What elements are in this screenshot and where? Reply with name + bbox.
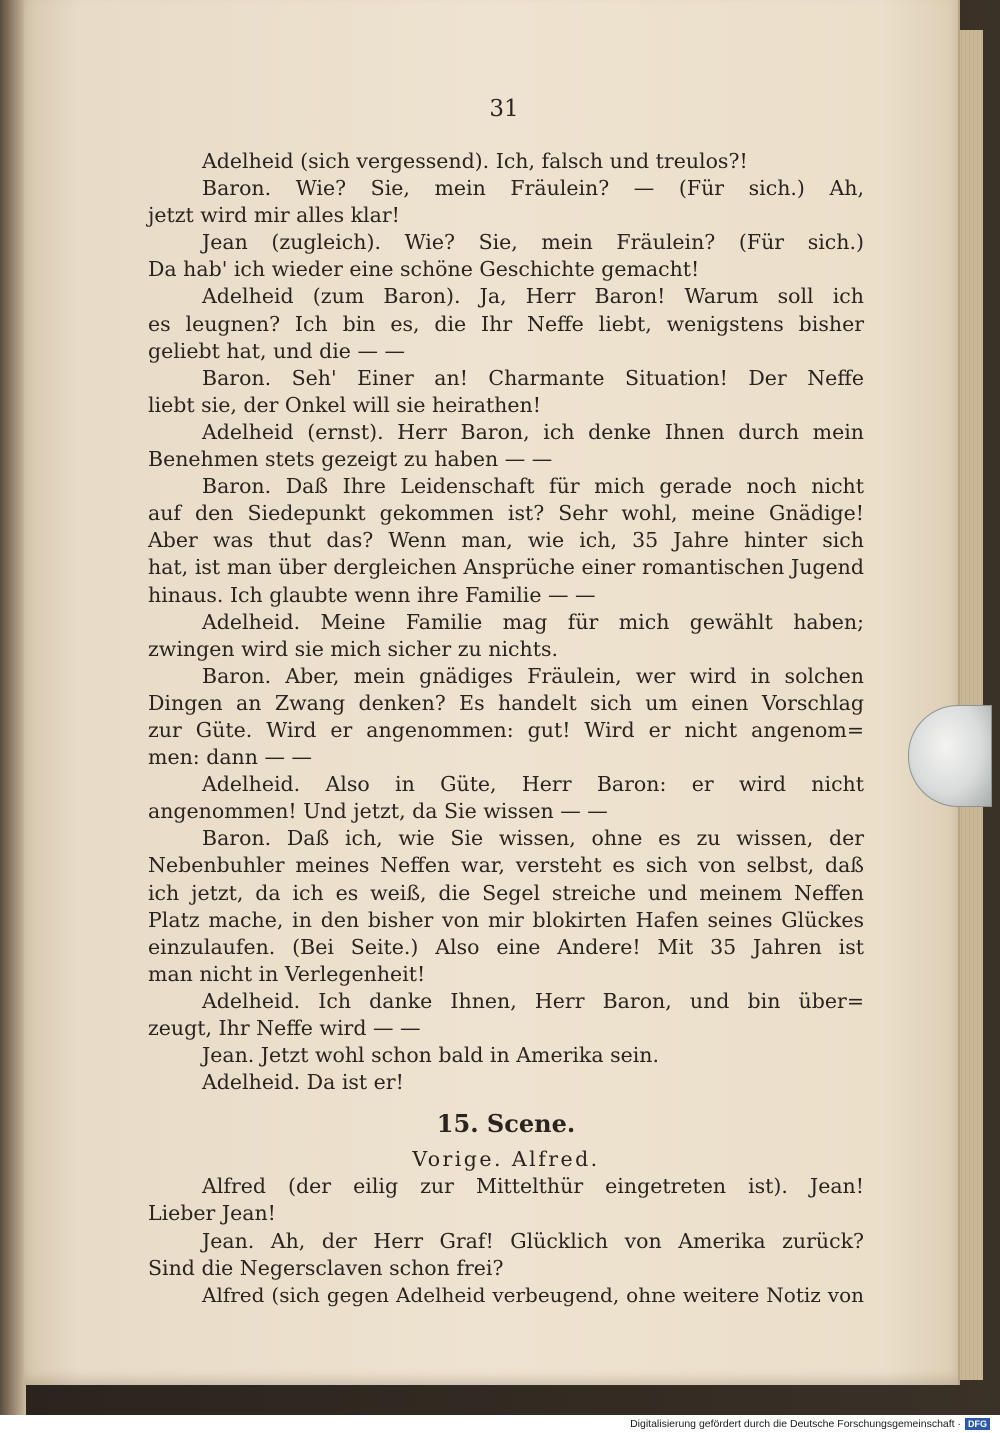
text-line: hat, ist man über dergleichen Ansprüche einer romantischen Jugend — [148, 555, 864, 580]
text-line: Lieber Jean! — [148, 1201, 276, 1226]
text-line: ich jetzt, da ich es weiß, die Segel streiche und meinem Neffen — [148, 880, 864, 905]
text-line: einzulaufen. (Bei Seite.) Also eine Andere! Mit 35 Jahren ist — [148, 934, 864, 959]
text-line: men: dann — — — [148, 745, 312, 770]
text-line: geliebt hat, und die — — — [148, 338, 405, 363]
text-line: Benehmen stets gezeigt zu haben — — — [148, 447, 553, 472]
text-line: Adelheid (zum Baron). Ja, Herr Baron! Warum soll ich — [202, 284, 864, 309]
scene-heading: 15. Scene. — [436, 1109, 576, 1139]
text-line: man nicht in Verlegenheit! — [148, 961, 426, 986]
text-line: Jean (zugleich). Wie? Sie, mein Fräulein? (Für sich.) — [202, 230, 864, 255]
text-line: Nebenbuhler meines Neffen war, versteht es sich von selbst, daß — [148, 853, 864, 878]
text-line: es leugnen? Ich bin es, die Ihr Neffe liebt, wenigstens bisher — [148, 311, 864, 336]
text-line: jetzt wird mir alles klar! — [148, 203, 400, 228]
text-line: Baron. Wie? Sie, mein Fräulein? — (Für sich.) Ah, — [202, 176, 864, 201]
text-line: Adelheid (sich vergessend). Ich, falsch und treulos?! — [202, 149, 748, 173]
text-line: Adelheid. Also in Güte, Herr Baron: er wird nicht — [202, 772, 864, 797]
text-line: Jean. Jetzt wohl schon bald in Amerika sein. — [202, 1043, 660, 1068]
text-line: Adelheid. Da ist er! — [202, 1070, 404, 1095]
text-line: Alfred (sich gegen Adelheid verbeugend, ohne weitere Notiz von — [202, 1282, 864, 1307]
scene-characters: Vorige. Alfred. — [412, 1147, 600, 1172]
text-line: Dingen an Zwang denken? Es handelt sich um einen Vorschlag — [148, 690, 864, 715]
book-page — [24, 0, 960, 1385]
dfg-logo: DFG — [965, 1418, 990, 1430]
text-line: zeugt, Ihr Neffe wird — — — [148, 1016, 421, 1040]
text-line: zur Güte. Wird er angenommen: gut! Wird er nicht angenom= — [148, 717, 864, 742]
text-line: Aber was thut das? Wenn man, wie ich, 35 Jahre hinter sich — [148, 528, 864, 553]
text-line: Baron. Daß ich, wie Sie wissen, ohne es zu wissen, der — [202, 826, 864, 851]
text-line: Baron. Seh' Einer an! Charmante Situation! Der Neffe — [202, 365, 864, 390]
footer-credit: Digitalisierung gefördert durch die Deutsche Forschungsgemeinschaft · — [630, 1418, 961, 1430]
page-number: 31 — [489, 96, 519, 122]
text-line: Alfred (der eilig zur Mittelthür eingetreten ist). Jean! — [202, 1174, 864, 1199]
page-text — [148, 148, 864, 1309]
text-line: hinaus. Ich glaubte wenn ihre Familie — — — [148, 582, 596, 607]
text-line: Adelheid. Ich danke Ihnen, Herr Baron, und bin über= — [202, 988, 864, 1013]
text-line: liebt sie, der Onkel will sie heirathen! — [148, 392, 541, 417]
text-line: Da hab' ich wieder eine schöne Geschichte gemacht! — [148, 257, 700, 282]
text-line: zwingen wird sie mich sicher zu nichts. — [148, 636, 558, 661]
text-line: auf den Siedepunkt gekommen ist? Sehr wohl, meine Gnädige! — [148, 501, 864, 526]
text-line: angenommen! Und jetzt, da Sie wissen — — — [148, 799, 608, 824]
text-line: Baron. Daß Ihre Leidenschaft für mich gerade noch nicht — [202, 474, 864, 499]
text-line: Adelheid (ernst). Herr Baron, ich denke Ihnen durch mein — [202, 419, 864, 444]
text-line: Sind die Negersclaven schon frei? — [148, 1255, 504, 1280]
text-line: Adelheid. Meine Familie mag für mich gewählt haben; — [202, 609, 864, 634]
footer-bar — [0, 1415, 1000, 1433]
text-line: Platz mache, in den bisher von mir blokirten Hafen seines Glückes — [148, 907, 864, 932]
text-line: Baron. Aber, mein gnädiges Fräulein, wer wird in solchen — [202, 663, 864, 688]
book-spine-edge — [0, 0, 26, 1415]
text-line: Jean. Ah, der Herr Graf! Glücklich von Amerika zurück? — [202, 1228, 864, 1253]
